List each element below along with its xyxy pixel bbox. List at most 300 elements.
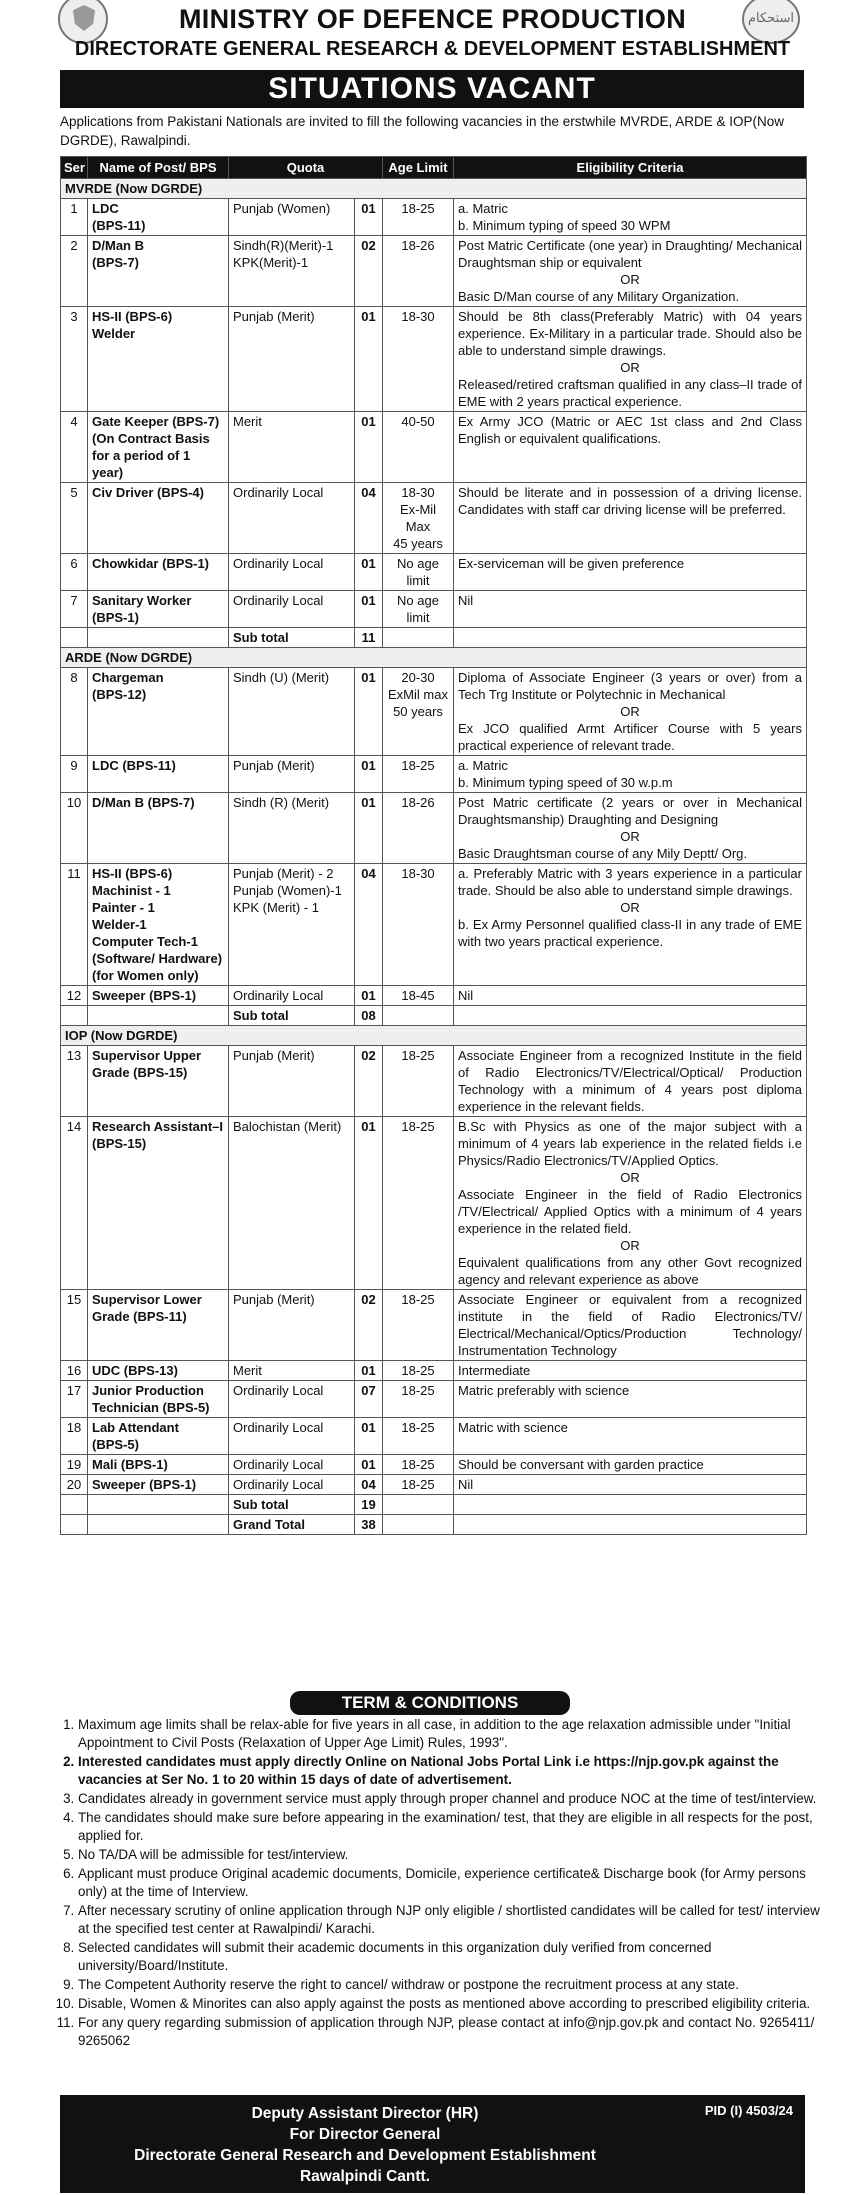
row-count: 01: [355, 554, 383, 591]
cell-line: Sindh(R)(Merit)-1: [233, 238, 334, 253]
row-count: 01: [355, 591, 383, 628]
cell-line: HS-II (BPS-6): [92, 866, 173, 881]
row-quota: [229, 483, 355, 554]
row-post: [88, 864, 229, 986]
cell-line: Punjab (Merit): [233, 1292, 315, 1307]
cell-line: Painter - 1: [92, 900, 155, 915]
cell-line: KPK (Merit) - 1: [233, 900, 319, 915]
cell-line: (BPS-12): [92, 687, 147, 702]
col-age: Age Limit: [383, 157, 454, 179]
term-item: 5. No TA/DA will be admissible for test/interview.: [78, 1846, 823, 1864]
subtotal-blank: [454, 1495, 807, 1515]
row-quota: [229, 1475, 355, 1495]
row-age: [383, 756, 454, 793]
row-criteria: [454, 1361, 807, 1381]
term-item: 10. Disable, Women & Minorites can also apply against the posts as mentioned above according to prescribed eligibility criteria.: [78, 1995, 823, 2013]
cell-line: Research Assistant–I: [92, 1119, 224, 1134]
row-quota: [229, 1418, 355, 1455]
cell-line: Merit: [233, 1363, 262, 1378]
cell-line: Intermediate: [458, 1363, 531, 1378]
cell-line: Nil: [458, 988, 474, 1003]
grand-total-blank: [88, 1515, 229, 1535]
subtotal-value: 19: [355, 1495, 383, 1515]
row-criteria: [454, 986, 807, 1006]
cell-line: Associate Engineer in the field of Radio Electronics /TV/Electrical/ Applied Optics with a minimum of 4 years experience in the related field.: [458, 1187, 802, 1236]
row-count: 01: [355, 1455, 383, 1475]
col-post: Name of Post/ BPS: [88, 157, 229, 179]
row-age: [383, 412, 454, 483]
row-ser: 6: [61, 554, 88, 591]
row-quota: [229, 1361, 355, 1381]
cell-line: Ordinarily Local: [233, 1477, 324, 1492]
cell-line: Basic Draughtsman course of any Mily Deptt/ Org.: [458, 846, 748, 861]
cell-line: Nil: [458, 593, 474, 608]
cell-line: (On Contract Basis for a period of 1 year): [92, 431, 210, 480]
row-ser: 1: [61, 199, 88, 236]
grand-total-value: 38: [355, 1515, 383, 1535]
cell-line: b. Minimum typing speed of 30 w.p.m: [458, 775, 673, 790]
cell-line: OR: [620, 704, 640, 719]
cell-line: Civ Driver (BPS-4): [92, 485, 204, 500]
row-post: [88, 307, 229, 412]
row-age: [383, 668, 454, 756]
row-quota: [229, 199, 355, 236]
cell-line: Grade (BPS-11): [92, 1309, 187, 1324]
terms-title: TERM & CONDITIONS: [290, 1691, 570, 1715]
cell-line: 18-25: [401, 758, 435, 773]
term-item: 6. Applicant must produce Original academic documents, Domicile, experience certificate& Discharge book (for Army persons only) at the time of Interview.: [78, 1865, 823, 1901]
cell-line: Should be conversant with garden practice: [458, 1457, 704, 1472]
row-age: [383, 1290, 454, 1361]
cell-line: Mali (BPS-1): [92, 1457, 168, 1472]
row-criteria: [454, 1381, 807, 1418]
table-row: [61, 199, 807, 236]
table-row: [61, 1046, 807, 1117]
subtotal-blank: [61, 1495, 88, 1515]
row-count: 01: [355, 307, 383, 412]
cell-line: Ex Army JCO (Matric or AEC 1st class and 2nd Class English or equivalent qualifications.: [458, 414, 802, 446]
subtotal-blank: [383, 1495, 454, 1515]
row-ser: 15: [61, 1290, 88, 1361]
cell-line: B.Sc with Physics as one of the major subject with a minimum of 4 years lab experience in the related fields i.e Physics/Radio Electronics/TV/Applied Optics.: [458, 1119, 802, 1168]
cell-line: OR: [620, 360, 640, 375]
table-row: [61, 1418, 807, 1455]
row-count: 01: [355, 668, 383, 756]
term-item: 8. Selected candidates will submit their academic documents in this organization duly verified from concerned university/Board/Institute.: [78, 1939, 823, 1975]
row-age: [383, 1046, 454, 1117]
grand-total-blank: [454, 1515, 807, 1535]
cell-line: Nil: [458, 1477, 474, 1492]
row-criteria: [454, 307, 807, 412]
row-ser: 3: [61, 307, 88, 412]
cell-line: HS-II (BPS-6): [92, 309, 173, 324]
pid-number: PID (I) 4503/24: [704, 2103, 793, 2118]
cell-line: 18-26: [401, 795, 435, 810]
row-post: [88, 668, 229, 756]
signature-line: Rawalpindi Cantt.: [299, 2168, 431, 2185]
cell-line: Ordinarily Local: [233, 556, 324, 571]
row-post: [88, 1418, 229, 1455]
grand-total-row: [61, 1515, 807, 1535]
cell-line: Lab Attendant: [92, 1420, 179, 1435]
cell-line: (for Women only): [92, 968, 199, 983]
cell-line: Sindh (R) (Merit): [233, 795, 330, 810]
cell-line: Supervisor Lower: [92, 1292, 202, 1307]
cell-line: Chargeman: [92, 670, 164, 685]
cell-line: 18-45: [401, 988, 435, 1003]
cell-line: Punjab (Merit) - 2: [233, 866, 334, 881]
cell-line: Balochistan (Merit): [233, 1119, 342, 1134]
row-age: [383, 483, 454, 554]
subtotal-value: 08: [355, 1006, 383, 1026]
cell-line: 20-30: [401, 670, 435, 685]
row-count: 04: [355, 1475, 383, 1495]
cell-line: 18-25: [401, 1457, 435, 1472]
cell-line: Sweeper (BPS-1): [92, 1477, 197, 1492]
table-row: [61, 483, 807, 554]
row-count: 04: [355, 483, 383, 554]
subtotal-blank: [88, 1495, 229, 1515]
row-count: 01: [355, 199, 383, 236]
row-ser: 14: [61, 1117, 88, 1290]
intro-text: Applications from Pakistani Nationals are invited to fill the following vacancies in the erstwhile MVRDE, ARDE & IOP(Now DGRDE), Rawalpindi.: [60, 114, 785, 148]
col-ser: Ser: [61, 157, 88, 179]
row-ser: 20: [61, 1475, 88, 1495]
term-item: 3. Candidates already in government service must apply through proper channel and produce NOC at the time of test/interview.: [78, 1790, 823, 1808]
subtotal-blank: [454, 1006, 807, 1026]
section-title: ARDE (Now DGRDE): [61, 648, 807, 668]
cell-line: Sweeper (BPS-1): [92, 988, 197, 1003]
row-post: [88, 412, 229, 483]
row-post: [88, 793, 229, 864]
section-row: [61, 1026, 807, 1046]
row-ser: 2: [61, 236, 88, 307]
cell-line: Welder: [92, 326, 136, 341]
row-quota: [229, 668, 355, 756]
cell-line: Diploma of Associate Engineer (3 years or over) from a Tech Trg Institute or Polytechnic in Mechanical: [458, 670, 802, 702]
row-criteria: [454, 199, 807, 236]
subtotal-label: Sub total: [229, 1006, 355, 1026]
row-ser: 5: [61, 483, 88, 554]
row-post: [88, 1455, 229, 1475]
row-criteria: [454, 1418, 807, 1455]
cell-line: limit: [406, 573, 430, 588]
row-count: 01: [355, 793, 383, 864]
row-count: 01: [355, 412, 383, 483]
row-post: [88, 1475, 229, 1495]
row-post: [88, 1361, 229, 1381]
table-row: [61, 236, 807, 307]
cell-line: Chowkidar (BPS-1): [92, 556, 210, 571]
section-title: IOP (Now DGRDE): [61, 1026, 807, 1046]
cell-line: b. Minimum typing of speed 30 WPM: [458, 218, 671, 233]
cell-line: 18-25: [401, 1420, 435, 1435]
cell-line: (BPS-11): [92, 218, 146, 233]
subtotal-blank: [61, 1006, 88, 1026]
cell-line: Basic D/Man course of any Military Organization.: [458, 289, 740, 304]
table-row: [61, 1361, 807, 1381]
cell-line: Sindh (U) (Merit): [233, 670, 330, 685]
cell-line: 18-25: [401, 1477, 435, 1492]
row-count: 02: [355, 1290, 383, 1361]
row-criteria: [454, 554, 807, 591]
cell-line: Ordinarily Local: [233, 1420, 324, 1435]
row-ser: 10: [61, 793, 88, 864]
cell-line: Should be literate and in possession of a driving license. Candidates with staff car driving license will be preferred.: [458, 485, 802, 517]
row-ser: 17: [61, 1381, 88, 1418]
row-count: 01: [355, 1117, 383, 1290]
row-post: [88, 1117, 229, 1290]
row-quota: [229, 307, 355, 412]
cell-line: OR: [620, 272, 640, 287]
terms-list: [60, 1716, 823, 2051]
row-age: [383, 1117, 454, 1290]
cell-line: UDC (BPS-13): [92, 1363, 178, 1378]
cell-line: Ordinarily Local: [233, 1457, 324, 1472]
row-criteria: [454, 793, 807, 864]
section-title: MVRDE (Now DGRDE): [61, 179, 807, 199]
cell-line: 40-50: [401, 414, 435, 429]
signature-lines: [60, 2103, 670, 2187]
cell-line: Post Matric certificate (2 years or over in Mechanical Draughtsmanship) Draughting and Designing: [458, 795, 802, 827]
table-row: [61, 756, 807, 793]
cell-line: OR: [620, 1238, 640, 1253]
ministry-title: MINISTRY OF DEFENCE PRODUCTION: [178, 4, 687, 34]
directorate-subtitle: DIRECTORATE GENERAL RESEARCH & DEVELOPMENT ESTABLISHMENT: [74, 38, 791, 60]
row-age: [383, 554, 454, 591]
subtotal-label: Sub total: [229, 628, 355, 648]
row-post: [88, 236, 229, 307]
cell-line: Punjab (Merit): [233, 309, 315, 324]
row-age: [383, 1475, 454, 1495]
cell-line: Punjab (Women): [233, 201, 331, 216]
row-criteria: [454, 864, 807, 986]
row-ser: 4: [61, 412, 88, 483]
row-count: 01: [355, 1418, 383, 1455]
cell-line: OR: [620, 829, 640, 844]
row-age: [383, 1381, 454, 1418]
row-ser: 19: [61, 1455, 88, 1475]
row-criteria: [454, 236, 807, 307]
row-age: [383, 1361, 454, 1381]
cell-line: Ordinarily Local: [233, 593, 324, 608]
row-quota: [229, 1117, 355, 1290]
subtotal-row: [61, 1006, 807, 1026]
subtotal-label: Sub total: [229, 1495, 355, 1515]
row-post: [88, 1046, 229, 1117]
row-criteria: [454, 1455, 807, 1475]
row-count: 02: [355, 236, 383, 307]
cell-line: D/Man B: [92, 238, 144, 253]
cell-line: (Software/ Hardware): [92, 951, 223, 966]
row-ser: 13: [61, 1046, 88, 1117]
row-criteria: [454, 483, 807, 554]
row-quota: [229, 412, 355, 483]
cell-line: No age: [397, 556, 439, 571]
cell-line: 18-25: [401, 1363, 435, 1378]
cell-line: Gate Keeper (BPS-7): [92, 414, 220, 429]
row-ser: 12: [61, 986, 88, 1006]
term-item: 4. The candidates should make sure before appearing in the examination/ test, that they are eligible in all respects for the post, applied for.: [78, 1809, 823, 1845]
row-quota: [229, 986, 355, 1006]
subtotal-blank: [383, 628, 454, 648]
row-quota: [229, 1381, 355, 1418]
table-row: [61, 412, 807, 483]
cell-line: 18-30: [401, 866, 435, 881]
cell-line: Supervisor Upper: [92, 1048, 202, 1063]
cell-line: 18-30: [401, 485, 435, 500]
grand-total-label: Grand Total: [229, 1515, 355, 1535]
term-item: 7. After necessary scrutiny of online application through NJP only eligible / shortlisted candidates will be called for test/ interview at the specified test center at Rawalpindi/ Karachi.: [78, 1902, 823, 1938]
row-quota: [229, 793, 355, 864]
row-post: [88, 199, 229, 236]
table-row: [61, 554, 807, 591]
cell-line: Post Matric Certificate (one year) in Draughting/ Mechanical Draughtsman ship or equivalent: [458, 238, 802, 270]
cell-line: 50 years: [393, 704, 443, 719]
cell-line: a. Preferably Matric with 3 years experience in a particular trade. Should be also able to understand simple drawings.: [458, 866, 802, 898]
table-header-row: [61, 157, 807, 179]
cell-line: D/Man B (BPS-7): [92, 795, 195, 810]
subtotal-blank: [61, 628, 88, 648]
grand-total-blank: [61, 1515, 88, 1535]
vacancy-table: [60, 156, 807, 1535]
cell-line: 18-25: [401, 1292, 435, 1307]
cell-line: Associate Engineer from a recognized Institute in the field of Radio Electronics/TV/Electrical/Optical/ Production Technology with a minimum of 4 years post diploma experience in the relevant fields.: [458, 1048, 802, 1114]
row-post: [88, 1290, 229, 1361]
signature-block: [60, 2095, 805, 2193]
row-age: [383, 199, 454, 236]
table-row: [61, 1117, 807, 1290]
row-count: 04: [355, 864, 383, 986]
cell-line: Computer Tech-1: [92, 934, 198, 949]
row-ser: 18: [61, 1418, 88, 1455]
table-row: [61, 1290, 807, 1361]
row-count: 07: [355, 1381, 383, 1418]
signature-line: Deputy Assistant Director (HR): [251, 2105, 479, 2122]
cell-line: No age: [397, 593, 439, 608]
row-quota: [229, 864, 355, 986]
row-criteria: [454, 1475, 807, 1495]
cell-line: Released/retired craftsman qualified in any class–II trade of EME with 2 years practical experience.: [458, 377, 802, 409]
cell-line: 18-26: [401, 238, 435, 253]
cell-line: (BPS-15): [92, 1136, 147, 1151]
row-post: [88, 756, 229, 793]
row-age: [383, 1418, 454, 1455]
row-age: [383, 793, 454, 864]
cell-line: KPK(Merit)-1: [233, 255, 309, 270]
cell-line: Punjab (Merit): [233, 758, 315, 773]
situations-vacant-banner: SITUATIONS VACANT: [60, 70, 804, 108]
cell-line: Matric with science: [458, 1420, 568, 1435]
section-row: [61, 648, 807, 668]
cell-line: 18-30: [401, 309, 435, 324]
subtotal-row: [61, 1495, 807, 1515]
row-ser: 11: [61, 864, 88, 986]
cell-line: Ex-Mil Max: [399, 502, 437, 534]
table-row: [61, 793, 807, 864]
row-post: [88, 483, 229, 554]
cell-line: Punjab (Women)-1: [233, 883, 342, 898]
row-criteria: [454, 591, 807, 628]
row-quota: [229, 1455, 355, 1475]
table-row: [61, 864, 807, 986]
row-criteria: [454, 1046, 807, 1117]
term-item: 2. Interested candidates must apply directly Online on National Jobs Portal Link i.e https://njp.gov.pk against the vacancies at Ser No. 1 to 20 within 15 days of date of advertisement.: [78, 1753, 823, 1789]
row-post: [88, 1381, 229, 1418]
cell-line: Welder-1: [92, 917, 147, 932]
cell-line: Ordinarily Local: [233, 1383, 324, 1398]
row-count: 02: [355, 1046, 383, 1117]
term-item: 1. Maximum age limits shall be relax-able for five years in all case, in addition to the age relaxation admissible under "Initial Appointment to Civil Posts (Relaxation of Upper Age Limit) Rules, 1993".: [78, 1716, 823, 1752]
subtotal-value: 11: [355, 628, 383, 648]
row-quota: [229, 236, 355, 307]
cell-line: Sanitary Worker: [92, 593, 192, 608]
row-count: 01: [355, 1361, 383, 1381]
cell-line: Matric preferably with science: [458, 1383, 630, 1398]
term-item: 9. The Competent Authority reserve the right to cancel/ withdraw or postpone the recruitment process at any state.: [78, 1976, 823, 1994]
cell-line: Ordinarily Local: [233, 988, 324, 1003]
cell-line: LDC: [92, 201, 119, 216]
cell-line: a. Matric: [458, 201, 508, 216]
row-quota: [229, 756, 355, 793]
cell-line: ExMil max: [388, 687, 448, 702]
row-post: [88, 554, 229, 591]
cell-line: Ex JCO qualified Armt Artificer Course with 5 years practical experience of relevant trade.: [458, 721, 802, 753]
table-body: [61, 179, 807, 1535]
cell-line: Associate Engineer or equivalent from a recognized institute in the field of Radio Electronics/TV/ Electrical/Mechanical/Optics/Production Technology/ Instrumentation Technology: [458, 1292, 802, 1358]
row-count: 01: [355, 756, 383, 793]
cell-line: LDC (BPS-11): [92, 758, 176, 773]
col-quota: Quota: [229, 157, 383, 179]
cell-line: Punjab (Merit): [233, 1048, 315, 1063]
row-age: [383, 307, 454, 412]
row-ser: 7: [61, 591, 88, 628]
cell-line: Ex-serviceman will be given preference: [458, 556, 685, 571]
cell-line: 18-25: [401, 1383, 435, 1398]
table-row: [61, 668, 807, 756]
cell-line: (BPS-7): [92, 255, 139, 270]
row-quota: [229, 554, 355, 591]
row-ser: 16: [61, 1361, 88, 1381]
section-row: [61, 179, 807, 199]
row-post: [88, 591, 229, 628]
cell-line: Equivalent qualifications from any other Govt recognized agency and relevant experience as above: [458, 1255, 802, 1287]
table-row: [61, 307, 807, 412]
cell-line: Technician (BPS-5): [92, 1400, 210, 1415]
col-criteria: Eligibility Criteria: [454, 157, 807, 179]
row-age: [383, 986, 454, 1006]
row-criteria: [454, 1117, 807, 1290]
subtotal-blank: [454, 628, 807, 648]
cell-line: limit: [406, 610, 430, 625]
row-post: [88, 986, 229, 1006]
subtotal-blank: [88, 628, 229, 648]
row-age: [383, 236, 454, 307]
cell-line: Junior Production: [92, 1383, 204, 1398]
row-ser: 8: [61, 668, 88, 756]
row-age: [383, 864, 454, 986]
table-row: [61, 1475, 807, 1495]
cell-line: Ordinarily Local: [233, 485, 324, 500]
row-age: [383, 591, 454, 628]
cell-line: Grade (BPS-15): [92, 1065, 188, 1080]
row-quota: [229, 591, 355, 628]
cell-line: OR: [620, 900, 640, 915]
cell-line: Should be 8th class(Preferably Matric) with 04 years experience. Ex-Military in a particular trade. Should also be able to understand simple drawings.: [458, 309, 802, 358]
row-ser: 9: [61, 756, 88, 793]
table-row: [61, 591, 807, 628]
row-count: 01: [355, 986, 383, 1006]
